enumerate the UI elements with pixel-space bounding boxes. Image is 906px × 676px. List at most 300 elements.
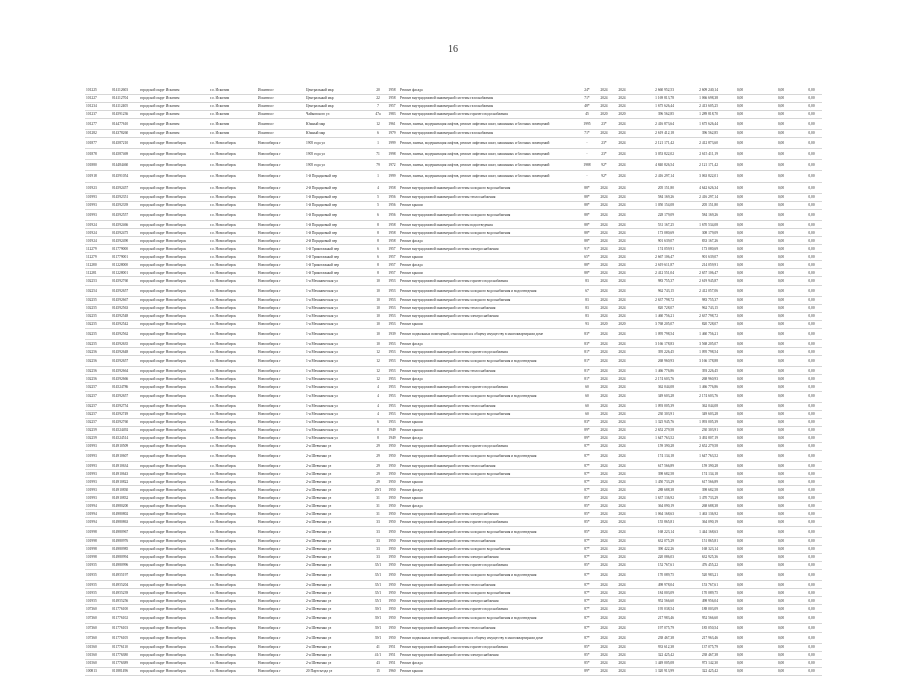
cell-cost-total: 1 675 626,44 <box>631 102 675 110</box>
cell-cost-actual: 170 089,75 <box>675 589 719 597</box>
cell-house-number: 6 <box>371 209 385 220</box>
table-row <box>85 589 822 597</box>
cell-plan-year-end: 2024 <box>613 537 631 545</box>
cell-wear-percent: 87* <box>579 624 595 632</box>
cell-object-code: 014592562 <box>111 328 139 339</box>
cell-cost-actual: 217 963,46 <box>675 632 719 643</box>
cell-city-district: г.о. Новосибирск <box>209 667 257 675</box>
cell-city-district: г.о. Новосибирск <box>209 553 257 561</box>
cell-municipality: городской округ Новосибирск <box>139 561 209 569</box>
table-row <box>85 328 822 339</box>
cell-cost-total: 159 390,28 <box>631 442 675 450</box>
cell-cost-budget: 0,00 <box>761 320 801 328</box>
cell-wear-percent: - <box>579 149 595 160</box>
cell-settlement: Новосибирск г <box>257 526 305 537</box>
cell-cost-total: 3 166 178,83 <box>631 340 675 348</box>
table-row <box>85 229 822 237</box>
cell-house-number: 35/1 <box>371 597 385 605</box>
cell-cost-actual: 1 647 763,52 <box>675 450 719 461</box>
cell-object-code: 014112704 <box>111 94 139 102</box>
cell-street: 1-я Механическая ул <box>305 312 371 320</box>
cell-work-type: Ремонт подвальных помещений, относящихся к общему имуществу в многоквартирном доме <box>399 632 579 643</box>
cell-work-type: Ремонт внутридомовой инженерной системы горячего водоснабжения <box>399 561 579 569</box>
table-row <box>85 209 822 220</box>
cell-wear-percent: 87* <box>579 632 595 643</box>
cell-settlement: Искитим г <box>257 94 305 102</box>
cell-city-district: г.о. Новосибирск <box>209 502 257 510</box>
cell-plan-year-start: 2024 <box>595 589 613 597</box>
table-row <box>85 502 822 510</box>
cell-row-id: 102257 <box>85 402 111 410</box>
cell-house-number: 8 <box>371 229 385 237</box>
cell-municipality: городской округ Новосибирск <box>139 526 209 537</box>
cell-row-id: 102255 <box>85 296 111 304</box>
cell-cost-fund: 0,00 <box>719 94 761 102</box>
table-row <box>85 285 822 296</box>
cell-cost-total: 1 169 813,78 <box>631 94 675 102</box>
cell-house-number: 8 <box>371 269 385 277</box>
cell-municipality: городской округ Искитим <box>139 110 209 118</box>
cell-cost-owners: 0,00 <box>801 348 822 356</box>
cell-build-year: 1957 <box>385 245 399 253</box>
cell-house-number: 31 <box>371 494 385 502</box>
cell-cost-budget: 0,00 <box>761 356 801 367</box>
cell-build-year: 1958 <box>385 237 399 245</box>
cell-settlement: Новосибирск г <box>257 478 305 486</box>
cell-settlement: Новосибирск г <box>257 537 305 545</box>
cell-street: 1905 года ул <box>305 160 371 171</box>
cell-object-code: 014592490 <box>111 237 139 245</box>
cell-house-number: 10 <box>371 277 385 285</box>
cell-wear-percent: 83 <box>579 312 595 320</box>
cell-municipality: городской округ Новосибирск <box>139 229 209 237</box>
cell-cost-budget: 0,00 <box>761 285 801 296</box>
cell-settlement: Новосибирск г <box>257 402 305 410</box>
cell-municipality: городской округ Новосибирск <box>139 605 209 613</box>
cell-cost-total: 364 090,19 <box>631 502 675 510</box>
cell-settlement: Новосибирск г <box>257 643 305 651</box>
cell-plan-year-end: 2024 <box>613 229 631 237</box>
table-row <box>85 253 822 261</box>
cell-row-id: 102259 <box>85 426 111 434</box>
cell-cost-budget: 0,00 <box>761 312 801 320</box>
cell-object-code: 014592657 <box>111 391 139 402</box>
cell-house-number: 15 <box>371 667 385 675</box>
cell-house-number: 35/1 <box>371 581 385 589</box>
cell-cost-total: 632 075,29 <box>631 537 675 545</box>
table-row <box>85 137 822 148</box>
cell-cost-budget: 0,00 <box>761 510 801 518</box>
cell-plan-year-start: 2024 <box>595 553 613 561</box>
cell-house-number: 1 <box>371 137 385 148</box>
cell-cost-budget: 0,00 <box>761 486 801 494</box>
cell-street: 2-й Порядковый пер <box>305 237 371 245</box>
cell-wear-percent: - <box>579 137 595 148</box>
cell-cost-fund: 0,00 <box>719 229 761 237</box>
cell-wear-percent: 81* <box>579 356 595 367</box>
cell-cost-owners: 0,00 <box>801 537 822 545</box>
cell-build-year: 1950 <box>385 462 399 470</box>
cell-wear-percent: 87* <box>579 442 595 450</box>
cell-cost-total: 170 089,75 <box>631 569 675 580</box>
cell-cost-total: 3 053 822,02 <box>631 149 675 160</box>
cell-work-type: Ремонт внутридомовой инженерной системы холодного водоснабжения и водоотведения <box>399 569 579 580</box>
cell-cost-owners: 0,00 <box>801 410 822 418</box>
cell-object-code: 014910832 <box>111 494 139 502</box>
cell-plan-year-end: 2024 <box>613 391 631 402</box>
cell-cost-total: 184 003,09 <box>631 589 675 597</box>
cell-street: 1-й Порядковый пер <box>305 201 371 209</box>
cell-cost-fund: 0,00 <box>719 193 761 201</box>
cell-row-id: 102254 <box>85 285 111 296</box>
cell-work-type: Ремонт внутридомовой инженерной системы горячего водоснабжения <box>399 110 579 118</box>
cell-cost-actual: 3 568 205,07 <box>675 340 719 348</box>
cell-build-year: 1961 <box>385 118 399 129</box>
cell-plan-year-start: 2020 <box>595 320 613 328</box>
cell-cost-fund: 0,00 <box>719 304 761 312</box>
cell-city-district: г.о. Новосибирск <box>209 613 257 624</box>
table-row <box>85 569 822 580</box>
cell-cost-actual: 901 639,07 <box>675 253 719 261</box>
cell-plan-year-end: 2024 <box>613 94 631 102</box>
table-row <box>85 613 822 624</box>
table-row <box>85 402 822 410</box>
cell-plan-year-end: 2024 <box>613 261 631 269</box>
cell-work-type: Ремонт, замена, модернизация лифтов, ремонт лифтовых шахт, машинных и блочных помещений <box>399 137 579 148</box>
cell-object-code: 014592657 <box>111 285 139 296</box>
cell-cost-fund: 0,00 <box>719 367 761 375</box>
cell-work-type: Ремонт крыши <box>399 418 579 426</box>
cell-build-year: 1950 <box>385 518 399 526</box>
cell-cost-actual: 1 466 776,86 <box>675 383 719 391</box>
cell-cost-total: 197 075,79 <box>631 624 675 632</box>
cell-object-code: 014955256 <box>111 597 139 605</box>
cell-cost-actual: 520 983,21 <box>675 569 719 580</box>
cell-wear-percent: 87* <box>579 581 595 589</box>
cell-plan-year-end: 2024 <box>613 659 631 667</box>
cell-cost-owners: 0,00 <box>801 494 822 502</box>
cell-city-district: г.о. Новосибирск <box>209 526 257 537</box>
cell-object-code: 014524492 <box>111 426 139 434</box>
cell-row-id: 101877 <box>85 137 111 148</box>
cell-row-id: 101227 <box>85 94 111 102</box>
cell-wear-percent: 87* <box>579 450 595 461</box>
cell-object-code: 014592563 <box>111 304 139 312</box>
table-row <box>85 94 822 102</box>
cell-build-year: 1950 <box>385 450 399 461</box>
table-row <box>85 537 822 545</box>
cell-municipality: городской округ Новосибирск <box>139 462 209 470</box>
cell-plan-year-end: 2024 <box>613 470 631 478</box>
cell-cost-total: 168 223,14 <box>631 526 675 537</box>
cell-build-year: 1950 <box>385 537 399 545</box>
cell-work-type: Ремонт внутридомовой инженерной системы холодного водоснабжения <box>399 470 579 478</box>
cell-cost-actual: 2 412 057,06 <box>675 285 719 296</box>
cell-wear-percent: 87* <box>579 545 595 553</box>
cell-build-year: 1950 <box>385 478 399 486</box>
cell-object-code: 011881496 <box>111 667 139 675</box>
cell-plan-year-end: 2020 <box>613 320 631 328</box>
cell-plan-year-start: 2024 <box>595 261 613 269</box>
cell-work-type: Ремонт внутридомовой инженерной системы холодного водоснабжения и водоотведения <box>399 285 579 296</box>
table-row <box>85 561 822 569</box>
cell-house-number: 33 <box>371 518 385 526</box>
cell-object-code: 014910607 <box>111 450 139 461</box>
cell-work-type: Ремонт внутридомовой инженерной системы электроснабжения <box>399 597 579 605</box>
cell-municipality: городской округ Новосибирск <box>139 494 209 502</box>
cell-house-number: 10 <box>371 320 385 328</box>
cell-cost-budget: 0,00 <box>761 545 801 553</box>
cell-cost-budget: 0,00 <box>761 450 801 461</box>
cell-street: 2-я Шевченко ул <box>305 510 371 518</box>
cell-house-number: 29 <box>371 442 385 450</box>
cell-build-year: 1953 <box>385 296 399 304</box>
cell-street: 1-й Порядковый пер <box>305 193 371 201</box>
cell-cost-fund: 0,00 <box>719 340 761 348</box>
cell-house-number: 41/1 <box>371 651 385 659</box>
cell-wear-percent: 89* <box>579 426 595 434</box>
cell-cost-budget: 0,00 <box>761 110 801 118</box>
cell-house-number: 8 <box>371 261 385 269</box>
cell-cost-owners: 0,00 <box>801 450 822 461</box>
cell-plan-year-start: 2024 <box>595 410 613 418</box>
cell-city-district: г.о. Новосибирск <box>209 285 257 296</box>
cell-cost-budget: 0,00 <box>761 526 801 537</box>
cell-work-type: Ремонт внутридомовой инженерной системы горячего водоснабжения <box>399 605 579 613</box>
cell-plan-year-end: 2024 <box>613 193 631 201</box>
cell-municipality: городской округ Новосибирск <box>139 149 209 160</box>
cell-house-number: 22 <box>371 94 385 102</box>
cell-plan-year-end: 2024 <box>613 667 631 675</box>
cell-work-type: Ремонт крыши <box>399 426 579 434</box>
cell-municipality: городской округ Новосибирск <box>139 261 209 269</box>
cell-plan-year-start: 2024 <box>595 340 613 348</box>
cell-cost-total: 228 179,09 <box>631 209 675 220</box>
cell-house-number: 33 <box>371 526 385 537</box>
cell-settlement: Новосибирск г <box>257 209 305 220</box>
cell-wear-percent: 88* <box>579 229 595 237</box>
cell-house-number: 31 <box>371 510 385 518</box>
cell-plan-year-start: 2024 <box>595 269 613 277</box>
cell-cost-total: 2 660 952,53 <box>631 86 675 94</box>
cell-settlement: Новосибирск г <box>257 383 305 391</box>
cell-work-type: Ремонт фасада <box>399 486 579 494</box>
table-row <box>85 470 822 478</box>
cell-municipality: городской округ Новосибирск <box>139 667 209 675</box>
cell-settlement: Новосибирск г <box>257 605 305 613</box>
cell-settlement: Новосибирск г <box>257 285 305 296</box>
cell-object-code: 014591054 <box>111 171 139 182</box>
cell-settlement: Новосибирск г <box>257 624 305 632</box>
cell-cost-budget: 0,00 <box>761 537 801 545</box>
cell-cost-actual: 4 642 626,34 <box>675 182 719 193</box>
cell-cost-actual: 3 063 822,01 <box>675 171 719 182</box>
cell-cost-actual: 2 609 240,14 <box>675 86 719 94</box>
cell-cost-fund: 0,00 <box>719 391 761 402</box>
cell-settlement: Новосибирск г <box>257 277 305 285</box>
cell-cost-fund: 0,00 <box>719 171 761 182</box>
cell-build-year: 1979 <box>385 129 399 137</box>
cell-cost-total: 174 134,18 <box>631 450 675 461</box>
cell-cost-total: 2 667 106,47 <box>631 253 675 261</box>
cell-city-district: г.о. Новосибирск <box>209 391 257 402</box>
cell-settlement: Искитим г <box>257 102 305 110</box>
cell-row-id: 101880 <box>85 160 111 171</box>
cell-cost-total: 901 639,07 <box>631 237 675 245</box>
cell-settlement: Новосибирск г <box>257 410 305 418</box>
cell-street: 2-я Шевченко ул <box>305 450 371 461</box>
cell-city-district: г.о. Новосибирск <box>209 320 257 328</box>
cell-cost-actual: 1 093 005,39 <box>675 418 719 426</box>
cell-plan-year-end: 2024 <box>613 129 631 137</box>
cell-cost-total: 1 450 733,29 <box>631 478 675 486</box>
cell-street: 1-я Механическая ул <box>305 277 371 285</box>
cell-city-district: г.о. Искитим <box>209 110 257 118</box>
cell-cost-fund: 0,00 <box>719 502 761 510</box>
cell-object-code: 014587469 <box>111 149 139 160</box>
cell-cost-budget: 0,00 <box>761 402 801 410</box>
cell-build-year: 1953 <box>385 391 399 402</box>
cell-row-id: 102257 <box>85 391 111 402</box>
cell-cost-total: 155 865,81 <box>631 518 675 526</box>
cell-cost-budget: 0,00 <box>761 434 801 442</box>
cell-plan-year-end: 2024 <box>613 442 631 450</box>
cell-cost-actual: 962 743,15 <box>675 304 719 312</box>
cell-cost-owners: 0,00 <box>801 312 822 320</box>
cell-work-type: Ремонт внутридомовой инженерной системы электроснабжения <box>399 245 579 253</box>
cell-cost-fund: 0,00 <box>719 102 761 110</box>
cell-cost-owners: 0,00 <box>801 561 822 569</box>
cell-settlement: Новосибирск г <box>257 229 305 237</box>
cell-plan-year-end: 2024 <box>613 410 631 418</box>
cell-cost-total: 584 169,26 <box>631 193 675 201</box>
cell-street: 1905 года ул <box>305 149 371 160</box>
cell-cost-fund: 0,00 <box>719 383 761 391</box>
cell-cost-fund: 0,00 <box>719 129 761 137</box>
cell-plan-year-start: 2024 <box>595 605 613 613</box>
cell-object-code: 014592339 <box>111 201 139 209</box>
cell-cost-actual: 137 075,79 <box>675 643 719 651</box>
table-row <box>85 269 822 277</box>
table-row <box>85 129 822 137</box>
cell-cost-fund: 0,00 <box>719 597 761 605</box>
cell-build-year: 1957 <box>385 102 399 110</box>
cell-cost-actual: 2 657 106,47 <box>675 269 719 277</box>
cell-municipality: городской округ Новосибирск <box>139 304 209 312</box>
cell-street: 1-я Механическая ул <box>305 356 371 367</box>
cell-cost-fund: 0,00 <box>719 86 761 94</box>
cell-work-type: Ремонт фасада <box>399 659 579 667</box>
cell-cost-owners: 0,00 <box>801 94 822 102</box>
cell-work-type: Ремонт внутридомовой инженерной системы водоотведения <box>399 221 579 229</box>
cell-city-district: г.о. Искитим <box>209 129 257 137</box>
cell-cost-owners: 0,00 <box>801 375 822 383</box>
cell-object-code: 011776380 <box>111 651 139 659</box>
cell-city-district: г.о. Новосибирск <box>209 229 257 237</box>
cell-cost-total: 220 086,03 <box>631 553 675 561</box>
cell-cost-total: 1 095 798,54 <box>631 328 675 339</box>
cell-house-number: 39/1 <box>371 624 385 632</box>
cell-object-code: 014592557 <box>111 209 139 220</box>
table-row <box>85 86 822 94</box>
cell-municipality: городской округ Новосибирск <box>139 502 209 510</box>
cell-settlement: Новосибирск г <box>257 269 305 277</box>
table-row <box>85 348 822 356</box>
cell-cost-owners: 0,00 <box>801 589 822 597</box>
table-row <box>85 418 822 426</box>
table-row <box>85 462 822 470</box>
cell-build-year: 1953 <box>385 285 399 296</box>
cell-cost-total: 2 416 297,14 <box>631 171 675 182</box>
cell-house-number: 35/1 <box>371 569 385 580</box>
cell-build-year: 1950 <box>385 597 399 605</box>
cell-plan-year-end: 2024 <box>613 277 631 285</box>
cell-settlement: Новосибирск г <box>257 510 305 518</box>
cell-street: 1-я Механическая ул <box>305 410 371 418</box>
cell-cost-total: 398 682,58 <box>631 470 675 478</box>
cell-row-id: 101993 <box>85 486 111 494</box>
cell-city-district: г.о. Новосибирск <box>209 494 257 502</box>
cell-cost-actual: 396 562,85 <box>675 129 719 137</box>
cell-cost-actual: 151 865,81 <box>675 537 719 545</box>
cell-work-type: Ремонт фасада <box>399 86 579 94</box>
cell-object-code: 011776103 <box>111 624 139 632</box>
cell-work-type: Ремонт внутридомовой инженерной системы горячего водоснабжения <box>399 518 579 526</box>
cell-plan-year-end: 2024 <box>613 253 631 261</box>
cell-cost-actual: 2 174 603,76 <box>675 391 719 402</box>
cell-street: 2-я Шевченко ул <box>305 597 371 605</box>
cell-cost-fund: 0,00 <box>719 581 761 589</box>
cell-city-district: г.о. Новосибирск <box>209 442 257 450</box>
cell-wear-percent: 83 <box>579 296 595 304</box>
cell-cost-total: 2 121 171,42 <box>631 137 675 148</box>
cell-house-number: 12 <box>371 118 385 129</box>
cell-plan-year-start: 2024 <box>595 651 613 659</box>
cell-house-number: 10 <box>371 296 385 304</box>
cell-cost-actual: 322 425,42 <box>675 667 719 675</box>
cell-plan-year-start: 2024 <box>595 296 613 304</box>
cell-cost-total: 1 064 168,63 <box>631 510 675 518</box>
cell-work-type: Ремонт фасада <box>399 375 579 383</box>
cell-build-year: 1950 <box>385 545 399 553</box>
cell-settlement: Новосибирск г <box>257 518 305 526</box>
cell-wear-percent: 87* <box>579 553 595 561</box>
cell-work-type: Ремонт внутридомовой инженерной системы горячего водоснабжения <box>399 277 579 285</box>
cell-cost-total: 2 416 873,64 <box>631 118 675 129</box>
cell-street: 1-я Механическая ул <box>305 304 371 312</box>
cell-city-district: г.о. Новосибирск <box>209 367 257 375</box>
cell-wear-percent: 87* <box>579 537 595 545</box>
cell-cost-total: 4 840 826,54 <box>631 160 675 171</box>
cell-cost-actual: 2 121 171,42 <box>675 160 719 171</box>
cell-settlement: Новосибирск г <box>257 261 305 269</box>
cell-house-number: 39/1 <box>371 632 385 643</box>
cell-plan-year-start: 2024 <box>595 470 613 478</box>
cell-cost-owners: 0,00 <box>801 269 822 277</box>
cell-municipality: городской округ Новосибирск <box>139 410 209 418</box>
cell-work-type: Ремонт фасада <box>399 340 579 348</box>
cell-object-code: 014955204 <box>111 581 139 589</box>
cell-cost-owners: 0,00 <box>801 502 822 510</box>
cell-plan-year-end: 2024 <box>613 312 631 320</box>
cell-work-type: Ремонт внутридомовой инженерной системы газоснабжения <box>399 94 579 102</box>
cell-cost-budget: 0,00 <box>761 193 801 201</box>
table-row <box>85 102 822 110</box>
cell-municipality: городской округ Новосибирск <box>139 348 209 356</box>
cell-plan-year-start: 23* <box>595 137 613 148</box>
table-row <box>85 149 822 160</box>
cell-build-year: 1953 <box>385 418 399 426</box>
